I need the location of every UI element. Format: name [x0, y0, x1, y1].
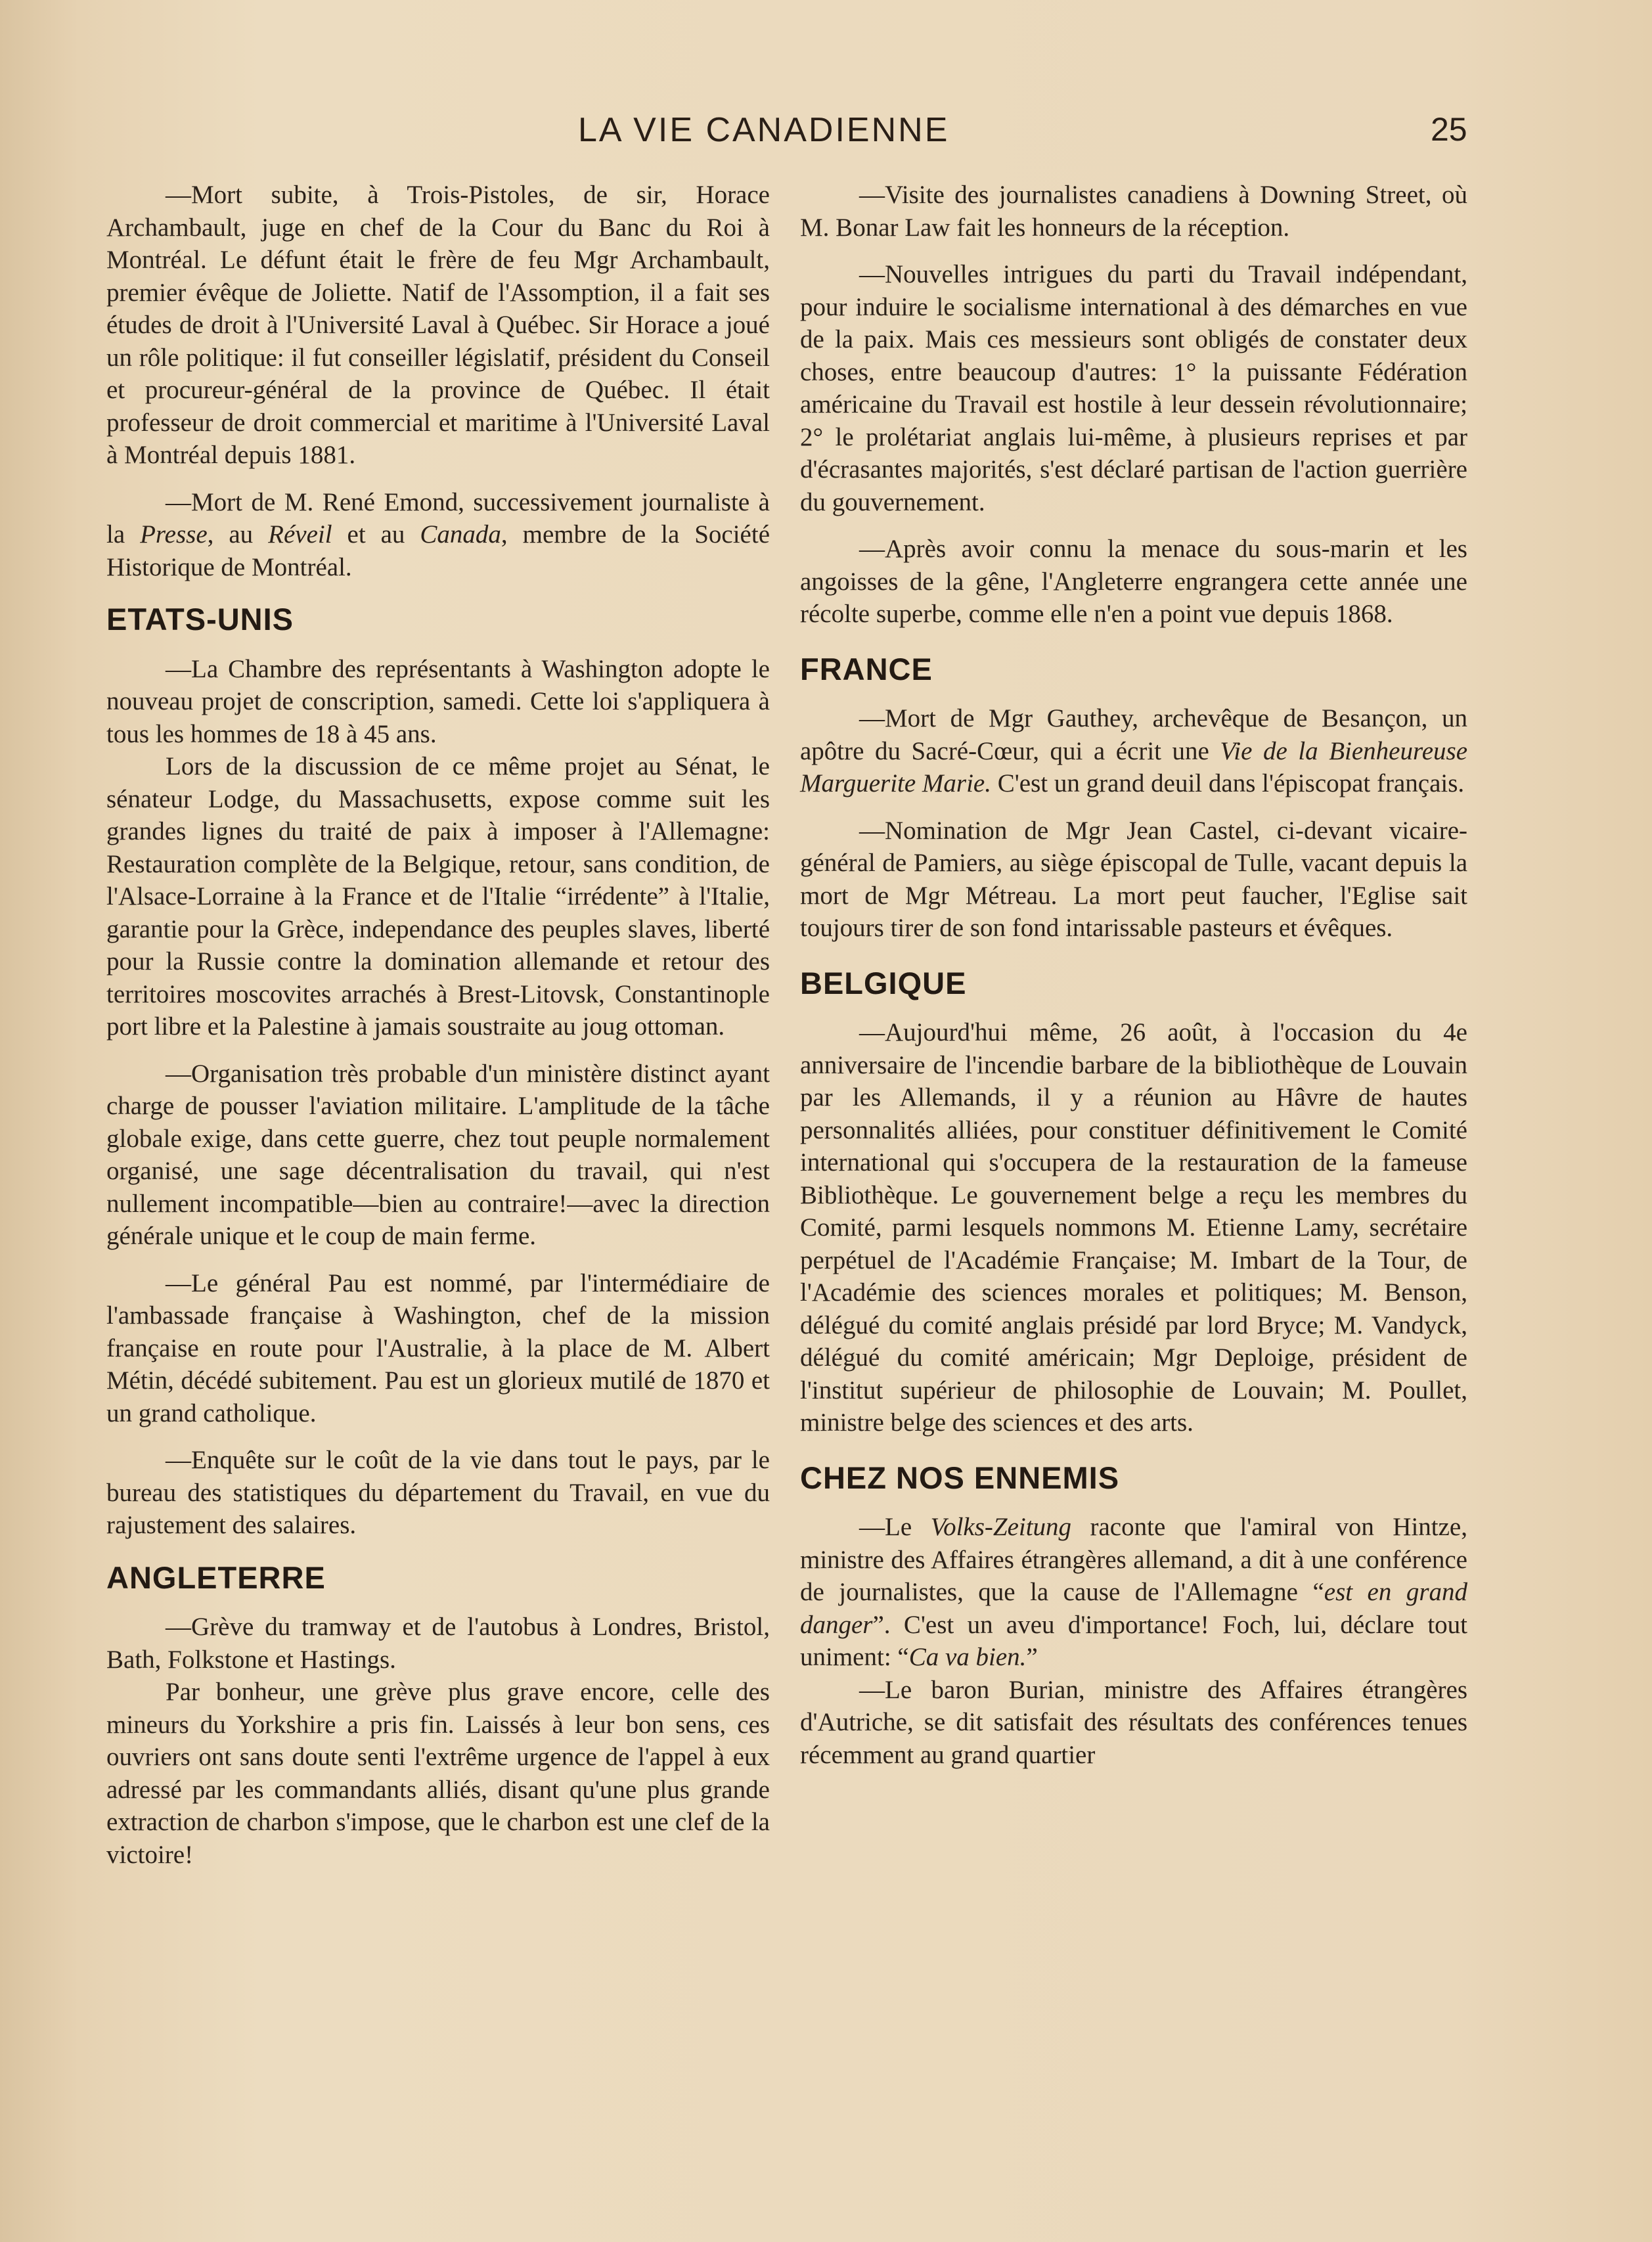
text-run: C'est un grand deuil dans l'épiscopat français. [991, 769, 1465, 797]
text-run: et au [332, 520, 420, 549]
paragraph-downing-street: —Visite des journalistes canadiens à Downing Street, où M. Bonar Law fait les honneurs de la réception. [800, 181, 1467, 242]
paragraph-conscription: —La Chambre des représentants à Washington adopte le nouveau projet de conscription, samedi. Cette loi s'appliquera à tous les hommes de 18 à 45 ans. [106, 654, 770, 748]
text-run: ”. C'est un aveu d'importance! Foch, lui, déclare tout uniment: “ [800, 1610, 1467, 1671]
running-title: LA VIE CANADIENNE [578, 111, 950, 149]
page-header [0, 110, 1652, 156]
section-heading-chez-nos-ennemis: CHEZ NOS ENNEMIS [800, 1460, 1120, 1495]
italic-canada: Canada [420, 520, 501, 549]
italic-presse: Presse [140, 520, 208, 549]
section-heading-etats-unis: ETATS-UNIS [106, 602, 294, 637]
page-number: 25 [1431, 111, 1467, 148]
paragraph-emond [106, 486, 770, 584]
italic-ca-va-bien: Ca va bien. [908, 1643, 1027, 1671]
right-column [800, 179, 1467, 1785]
text-run: , au [207, 520, 269, 549]
italic-grand-danger: est en grand danger [800, 1578, 1468, 1639]
paragraph-pau: —Le général Pau est nommé, par l'intermédiaire de l'ambassade française à Washington, chef de la mission française en route pour l'Australie, à la place de M. Albert Métin, décédé subitement. Pau est un glorieux mutilé de 1870 et un grand catholique. [106, 1268, 770, 1427]
paragraph-gauthey [800, 702, 1467, 800]
section-heading-belgique: BELGIQUE [800, 965, 967, 1000]
paragraph-greve: —Grève du tramway et de l'autobus à Londres, Bristol, Bath, Folkstone et Hastings. [106, 1613, 770, 1674]
paragraph-aviation: —Organisation très probable d'un ministère distinct ayant charge de pousser l'aviation militaire. L'amplitude de la tâche globale exige, dans cette guerre, chez tout peuple normalement organisé, une sage décentralisation du travail, qui n'est nullement incompatible—bien au contraire!—avec la direction générale unique et le coup de main ferme. [106, 1059, 770, 1250]
paragraph-recolte: —Après avoir connu la menace du sous-marin et les angoisses de la gêne, l'Angleterre engrangera cette année une récolte superbe, comme elle n'en a point vue depuis 1868. [800, 535, 1467, 628]
section-heading-france: FRANCE [800, 651, 933, 686]
text-run: ” [1026, 1643, 1038, 1671]
text-run: —Mort de M. René Emond, successivement journaliste à la [106, 487, 770, 549]
italic-volks-zeitung: Volks-Zeitung [930, 1513, 1072, 1541]
italic-reveil: Réveil [268, 520, 332, 549]
paragraph-enquete: —Enquête sur le coût de la vie dans tout le pays, par le bureau des statistiques du département du Travail, en vue du rajustement des salaires. [106, 1446, 770, 1539]
paragraph-louvain: —Aujourd'hui même, 26 août, à l'occasion du 4e anniversaire de l'incendie barbare de la bibliothèque de Louvain par les Allemands, il y a réunion au Hâvre de hautes personnalités alliées, pour constituer définitivement le Comité international qui s'occupera de la restauration de la fameuse Bibliothèque. Le gouvernement belge a reçu les membres du Comité, parmi lesquels nommons M. Etienne Lamy, secrétaire perpétuel de l'Académie Française; M. Imbart de la Tour, de l'Académie des sciences morales et politiques; M. Benson, délégué du comité anglais présidé par lord Bryce; M. Vandyck, délégué du comité américain; Mgr Deploige, président de l'institut supérieur de philosophie de Louvain; M. Poullet, ministre belge des sciences et des arts. [800, 1018, 1467, 1437]
paragraph-mineurs: Par bonheur, une grève plus grave encore, celle des mineurs du Yorkshire a pris fin. Laissés à leur bon sens, ces ouvriers ont sans doute senti l'extrême urgence de l'appel à eux adressé par les commandants alliés, disant qu'une plus grande extraction de charbon s'impose, que le charbon est une clef de la victoire! [106, 1678, 770, 1869]
left-column [106, 179, 770, 1885]
text-run: raconte que l'amiral von Hintze, ministre des Affaires étrangères allemand, a dit à une conférence de journalistes, que la cause de l'Allemagne “ [800, 1513, 1467, 1606]
section-heading-angleterre: ANGLETERRE [106, 1559, 326, 1595]
text-run: —Le [859, 1513, 931, 1541]
paragraph-castel: —Nomination de Mgr Jean Castel, ci-devant vicaire-général de Pamiers, au siège épiscopal de Tulle, vacant depuis la mort de Mgr Métreau. La mort peut faucher, l'Eglise sait toujours tirer de son fond intarissable pasteurs et évêques. [800, 816, 1467, 942]
paragraph-archambault: —Mort subite, à Trois-Pistoles, de sir, Horace Archambault, juge en chef de la Cour du Banc du Roi à Montréal. Le défunt était le frère de feu Mgr Archambault, premier évêque de Joliette. Natif de l'Assomption, il a fait ses études de droit à l'Université Laval à Québec. Sir Horace a joué un rôle politique: il fut conseiller législatif, président du Conseil et procureur-général de la province de Québec. Il était professeur de droit commercial et maritime à l'Université Laval à Montréal depuis 1881. [106, 181, 770, 469]
italic-book-title: Vie de la Bienheureuse Marguerite Marie. [800, 736, 1468, 797]
paragraph-lodge: Lors de la discussion de ce même projet au Sénat, le sénateur Lodge, du Massachusetts, expose comme suit les grandes lignes du traité de paix à imposer à l'Allemagne: Restauration complète de la Belgique, retour, sans condition, de l'Alsace-Lorraine à la France et de l'Italie “irrédente” à l'Italie, garantie pour la Grèce, independance des peuples slaves, liberté pour la Russie contre la domination allemande et retour des territoires moscovites arrachés à Brest-Litovsk, Constantinople port libre et la Palestine à jamais soustraite au joug ottoman. [106, 752, 770, 1041]
text-run: , membre de la Société Historique de Montréal. [106, 520, 770, 581]
paragraph-volks-zeitung [800, 1511, 1467, 1674]
paragraph-burian: —Le baron Burian, ministre des Affaires étrangères d'Autriche, se dit satisfait des résultats des conférences tenues récemment au grand quartier [800, 1675, 1467, 1769]
text-run: —Mort de Mgr Gauthey, archevêque de Besançon, un apôtre du Sacré-Cœur, qui a écrit une [800, 704, 1467, 765]
paragraph-travail-independant: —Nouvelles intrigues du parti du Travail indépendant, pour induire le socialisme international à des démarches en vue de la paix. Mais ces messieurs sont obligés de constater deux choses, entre beaucoup d'autres: 1° la puissante Fédération américaine du Travail est hostile à leur dessein révolutionnaire; 2° le prolétariat anglais lui-même, à plusieurs reprises et par d'écrasantes majorités, s'est déclaré partisan de l'action guerrière du gouvernement. [800, 260, 1467, 516]
